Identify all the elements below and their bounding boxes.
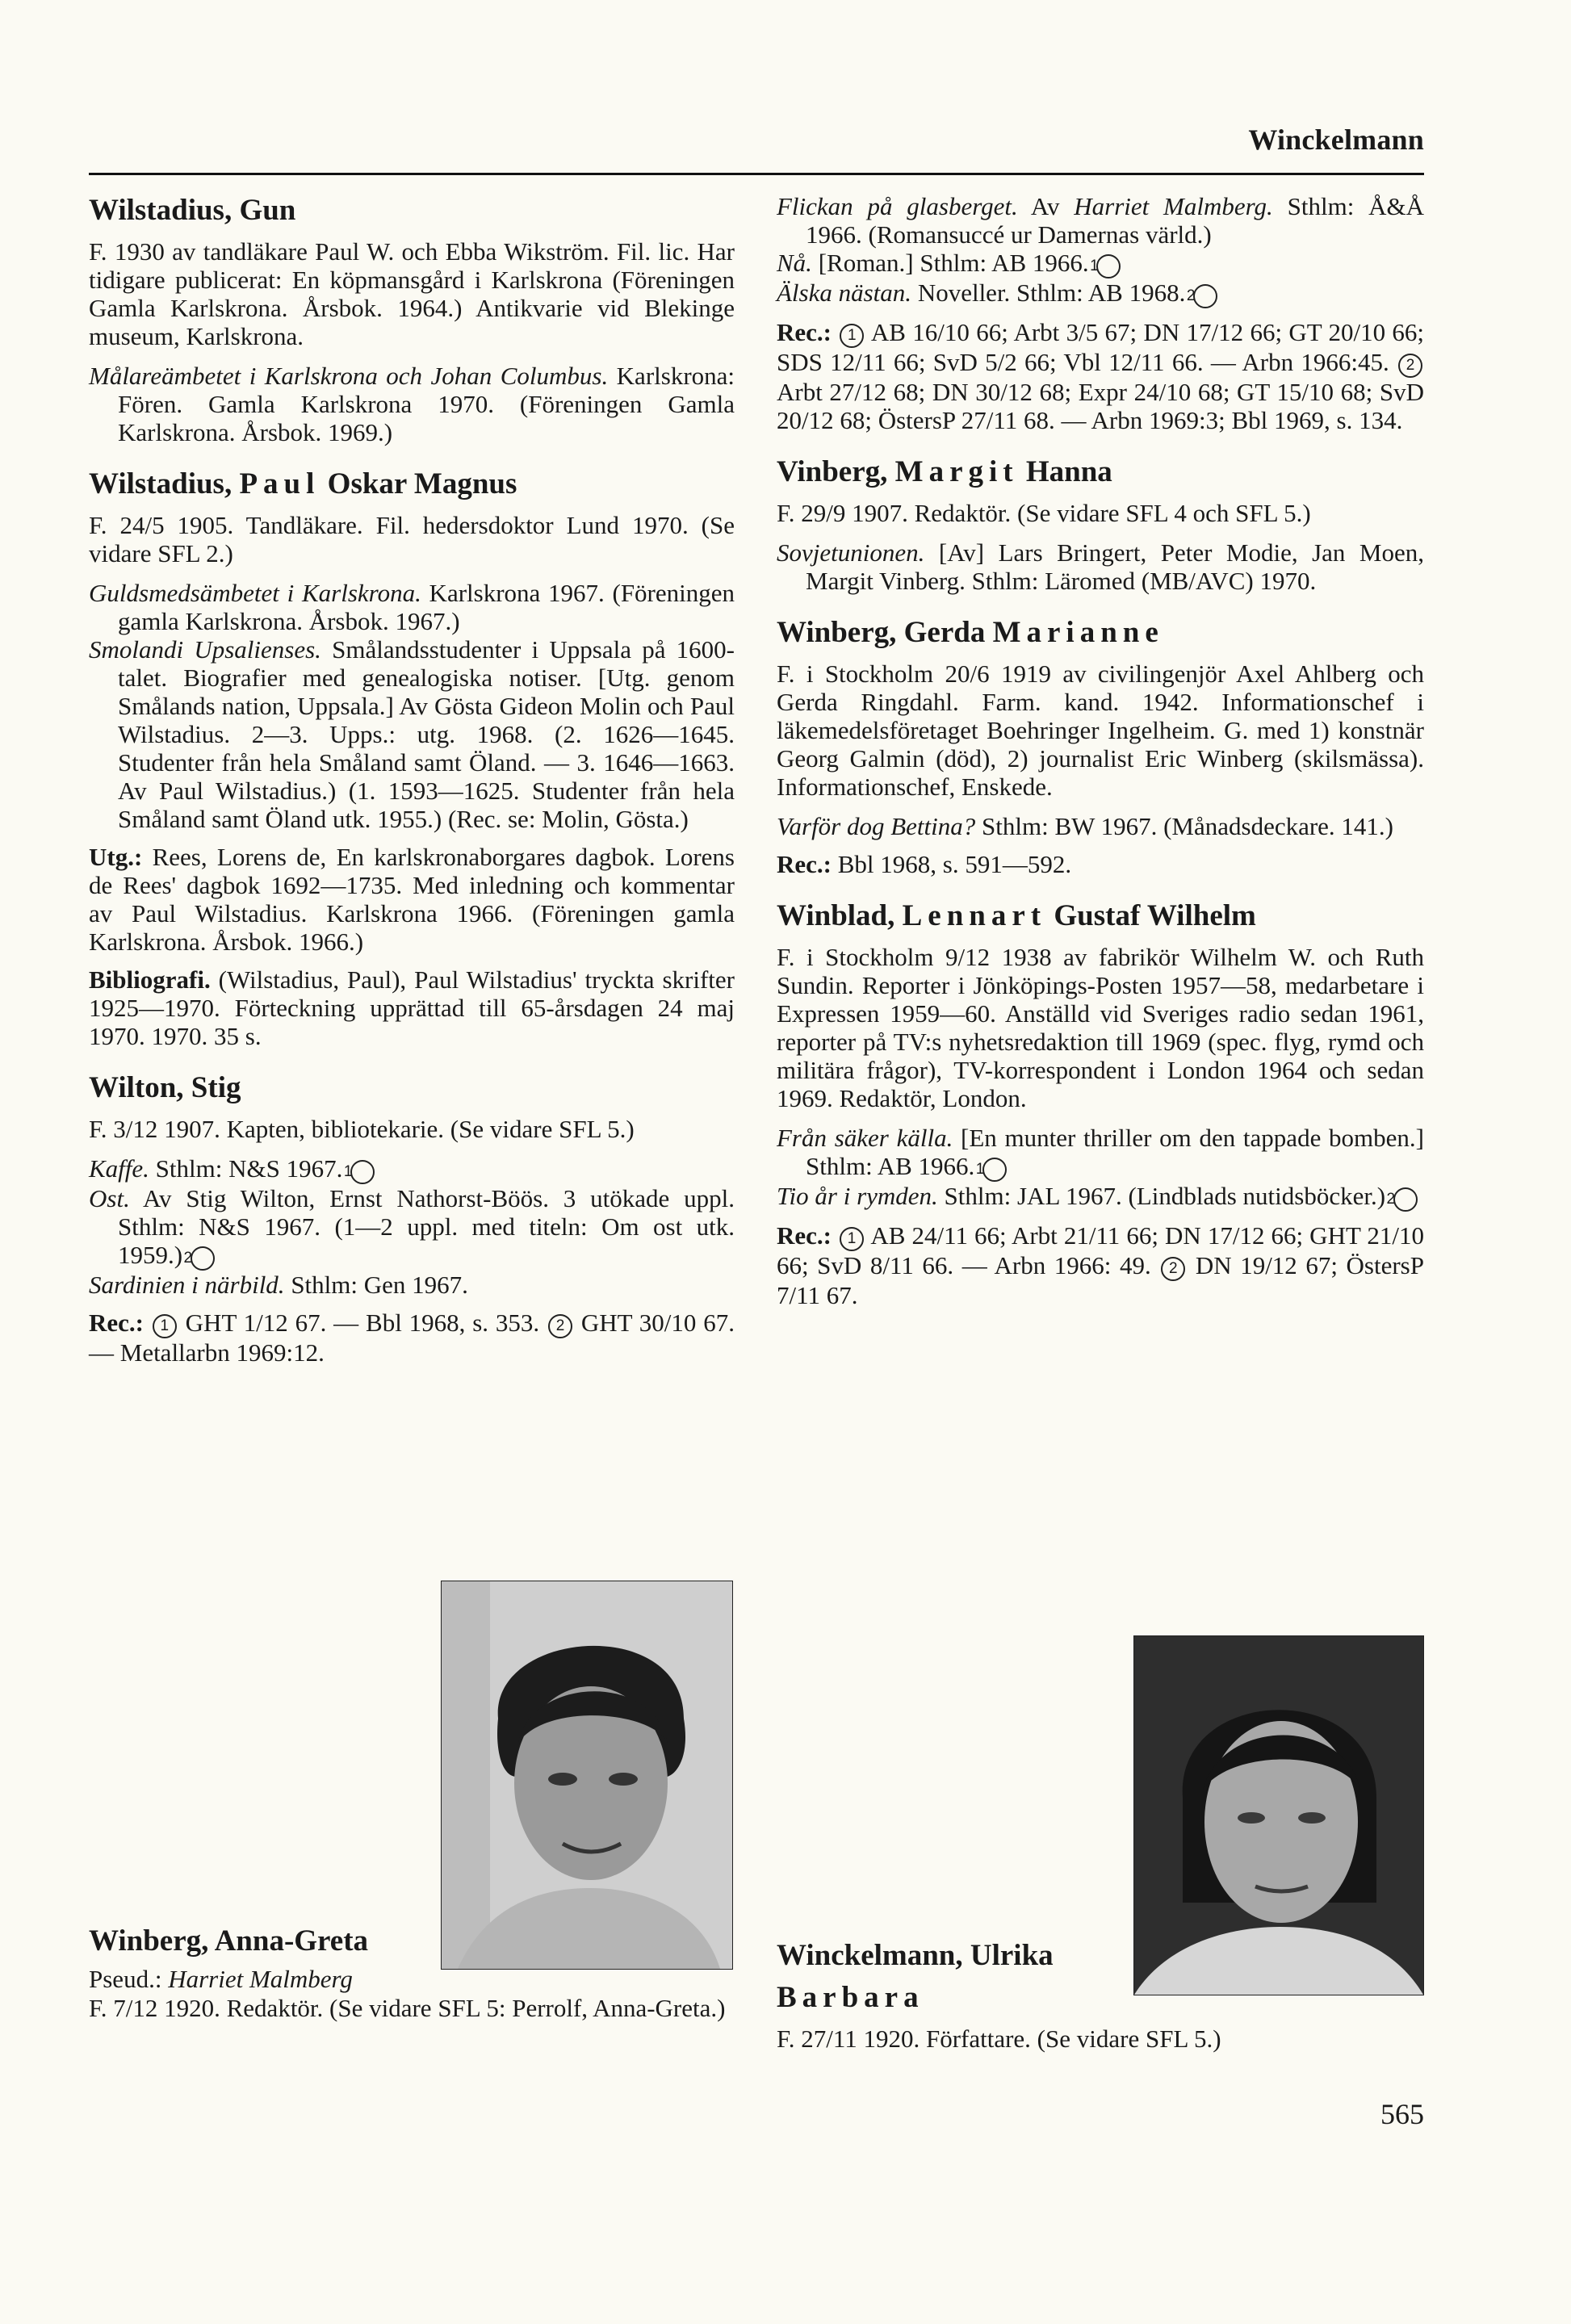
entry-wilstadius-paul (89, 466, 735, 1050)
entry-winberg-anna-greta (89, 1923, 735, 2023)
reviews-label: Rec.: (777, 318, 832, 346)
entry-bio: F. 3/12 1907. Kapten, bibliotekarie. (Se vidare SFL 5.) (89, 1115, 635, 1143)
reviews-text: AB 24/11 66; Arbt 21/11 66; DN 17/12 66; GHT 21/10 66; SvD 8/11 66. — Arbn 1966: 49. (777, 1221, 1424, 1279)
entry-name: Winckelmann, Ulrika (777, 1939, 1054, 1972)
header-rule (89, 173, 1424, 175)
entry-name: Wilstadius, Gun (89, 194, 296, 227)
work-item (89, 1271, 735, 1299)
circled-number-icon: 1 (350, 1160, 375, 1184)
entry-bio: F. 29/9 1907. Redaktör. (Se vidare SFL 4 och SFL 5.) (777, 499, 1311, 527)
circled-number-icon: 2 (1193, 284, 1217, 308)
work-item (777, 278, 1424, 308)
work-details: Av Stig Wilton, Ernst Nathorst-Böös. 3 utökade uppl. Sthlm: N&S 1967. (1—2 uppl. med titeln: Om ost utk. 1959.) (118, 1184, 735, 1269)
entry-bio-container (777, 2025, 1424, 2054)
utg-line (89, 843, 735, 956)
reviews-text: Bbl 1968, s. 591—592. (831, 850, 1072, 878)
work-title: Ost. (89, 1184, 130, 1212)
reviews-label: Rec.: (89, 1309, 144, 1337)
reviews-text: Arbt 27/12 68; DN 30/12 68; Expr 24/10 68; GT 15/10 68; SvD 20/12 68; ÖstersP 27/11 68. — Arbn 1969:3; Bbl 1969, s. 134. (777, 378, 1424, 434)
work-details: Karlskrona: Fören. Gamla Karlskrona 1970. (Föreningen Gamla Karlskrona. Årsbok. 1969.) (118, 362, 735, 446)
pseudonym-line (89, 1965, 735, 1994)
work-title: Målareämbetet i Karlskrona och Johan Columbus. (89, 362, 609, 390)
work-author: Harriet Malmberg. (1074, 192, 1273, 220)
work-details: [Av] Lars Bringert, Peter Modie, Jan Moen, Margit Vinberg. Sthlm: Läromed (MB/AVC) 1970. (806, 538, 1424, 595)
entry-winblad-lennart (777, 898, 1424, 1309)
bibliography-text: (Wilstadius, Paul), Paul Wilstadius' tryckta skrifter 1925—1970. Förteckning upprättad till 65-årsdagen 24 maj 1970. 1970. 35 s. (89, 965, 735, 1050)
circled-number-icon: 1 (982, 1158, 1007, 1182)
entry-name: Winberg, Anna-Greta (89, 1924, 369, 1958)
work-title: Sovjetunionen. (777, 538, 925, 567)
work-title: Älska nästan. (777, 278, 912, 307)
work-details: Karlskrona 1967. (Föreningen gamla Karlskrona. Årsbok. 1967.) (118, 579, 735, 635)
reviews-text: DN 19/12 67; ÖstersP 7/11 67. (777, 1251, 1424, 1309)
pseudonym-label: Pseud.: (89, 1965, 162, 1993)
work-details: [Roman.] Sthlm: AB 1966. (811, 249, 1089, 277)
work-item (89, 579, 735, 635)
circled-number-icon: 1 (840, 324, 864, 348)
entry-wilton-stig (89, 1070, 735, 1367)
entry-bio: F. 7/12 1920. Redaktör. (Se vidare SFL 5: Perrolf, Anna-Greta.) (89, 1994, 726, 2022)
bibliography-line (89, 965, 735, 1050)
circled-number-icon: 2 (548, 1314, 572, 1338)
portrait-photo-anna-greta (441, 1581, 733, 1970)
work-item (777, 1182, 1424, 1212)
portrait-photo-ulrika (1133, 1635, 1424, 1995)
work-item (89, 1154, 735, 1184)
portrait-illustration (442, 1581, 732, 1969)
circled-number-icon: 2 (1393, 1187, 1418, 1212)
work-item (89, 1184, 735, 1271)
work-details: Smålandsstudenter i Uppsala på 1600-talet. Biografier med genealogiska notiser. [Utg. genom Smålands nation, Uppsala.] Av Gösta Gideon Molin och Paul Wilstadius. 2—3. Upps.: utg. 1968. (2. 1626—1645. Studenter från hela Småland samt Öland. — 3. 1646—1663. Av Paul Wilstadius.) (1. 1593—1625. Studenter från hela Småland samt Öland utk. 1955.) (Rec. se: Molin, Gösta.) (118, 635, 735, 833)
name-spaced: Lennart (902, 899, 1047, 932)
name-part: Vinberg, (777, 455, 895, 488)
entry-bio: F. 1930 av tandläkare Paul W. och Ebba Wikström. Fil. lic. Har tidigare publicerat: En köpmansgård i Karlskrona (Föreningen Gamla Karlskrona. Årsbok. 1964.) Antikvarie vid Blekinge museum, Karlskrona. (89, 237, 735, 350)
reviews-label: Rec.: (777, 1221, 832, 1250)
work-title: Från säker källa. (777, 1124, 953, 1152)
circled-number-icon: 1 (840, 1227, 864, 1251)
name-spaced: Marianne (992, 616, 1164, 649)
name-spaced: Paul (239, 467, 320, 500)
entry-winberg-gerda (777, 614, 1424, 878)
left-column (89, 192, 735, 1386)
entry-name: Wilton, Stig (89, 1071, 241, 1104)
work-details: Sthlm: N&S 1967. (149, 1154, 343, 1183)
right-column (777, 192, 1424, 1329)
entry-vinberg-margit (777, 454, 1424, 595)
work-item (777, 249, 1424, 278)
page-number: 565 (1380, 2098, 1424, 2130)
reviews-text: GHT 1/12 67. — Bbl 1968, s. 353. (178, 1309, 547, 1337)
work-title: Sardinien i närbild. (89, 1271, 285, 1299)
reviews-text: GHT 30/10 67. — Metallarbn 1969:12. (89, 1309, 735, 1367)
entry-bio: F. 24/5 1905. Tandläkare. Fil. hedersdoktor Lund 1970. (Se vidare SFL 2.) (89, 511, 735, 567)
name-spaced: Margit (894, 455, 1019, 488)
work-item (777, 812, 1424, 840)
circled-number-icon: 1 (153, 1314, 177, 1338)
circled-number-icon: 2 (191, 1246, 215, 1271)
entry-name (777, 454, 1424, 491)
work-details: Av (1017, 192, 1075, 220)
work-item (89, 362, 735, 446)
circled-number-icon: 2 (1398, 354, 1422, 378)
running-head: Winckelmann (1248, 124, 1424, 156)
work-title: Tio år i rymden. (777, 1182, 938, 1210)
entry-bio: F. i Stockholm 9/12 1938 av fabrikör Wilhelm W. och Ruth Sundin. Reporter i Jönköpings-Posten 1957—58, medarbetare i Expressen 1959—60. Anställd vid Sveriges radio sedan 1961, reporter på TV:s nyhetsredaktion till 1969 (spec. flyg, rymd och militära frågor), TV-korrespondent i London 1964 och sedan 1969. Redaktör, London. (777, 943, 1424, 1112)
work-details: Noveller. Sthlm: AB 1968. (911, 278, 1186, 307)
work-title: Varför dog Bettina? (777, 812, 976, 840)
work-details: Sthlm: JAL 1967. (Lindblads nutidsböcker.) (937, 1182, 1386, 1210)
bibliography-label: Bibliografi. (89, 965, 211, 994)
circled-number-icon: 1 (1096, 254, 1121, 278)
utg-label: Utg.: (89, 843, 143, 871)
entry-name (777, 1979, 1132, 2016)
work-item (777, 1124, 1424, 1182)
entry-bio: F. 27/11 1920. Författare. (Se vidare SFL 5.) (777, 2025, 1221, 2053)
circled-number-icon: 2 (1161, 1257, 1185, 1281)
reviews-text: AB 16/10 66; Arbt 3/5 67; DN 17/12 66; GT 20/10 66; SDS 12/11 66; SvD 5/2 66; Vbl 12/11 66. — Arbn 1966:45. (777, 318, 1425, 376)
reviews-line (777, 850, 1424, 878)
work-item (777, 538, 1424, 595)
work-details: [En munter thriller om den tappade bomben.] Sthlm: AB 1966. (806, 1124, 1424, 1180)
entry-bio: F. i Stockholm 20/6 1919 av civilingenjör Axel Ahlberg och Gerda Ringdahl. Farm. kand. 1942. Informationschef i läkemedelsföretaget Boehringer Ingelheim. G. med 1) konstnär Georg Galmin (död), 2) journalist Eric Winberg (skilsmässa). Informationschef, Enskede. (777, 660, 1424, 801)
reviews-line (777, 318, 1424, 434)
work-item (89, 635, 735, 833)
name-spaced: Barbara (777, 1981, 924, 2014)
entry-anna-greta-works (777, 192, 1424, 434)
entry-winckelmann-ulrika (777, 1937, 1132, 2021)
name-part: Gustaf Wilhelm (1046, 899, 1256, 932)
portrait-illustration (1134, 1636, 1423, 1995)
name-part: Wilstadius, (89, 467, 240, 500)
name-part: Hanna (1018, 455, 1112, 488)
name-part: Winberg, Gerda (777, 616, 993, 649)
work-title: Guldsmedsämbetet i Karlskrona. (89, 579, 421, 607)
work-title: Nå. (777, 249, 812, 277)
utg-text: Rees, Lorens de, En karlskronaborgares dagbok. Lorens de Rees' dagbok 1692—1735. Med inledning och kommentar av Paul Wilstadius. Karlskrona 1966. (Föreningen gamla Karlskrona. Årsbok. 1966.) (89, 843, 735, 956)
entry-wilstadius-gun (89, 192, 735, 446)
reviews-line (89, 1309, 735, 1367)
work-details: Sthlm: Å&Å 1966. (Romansuccé ur Damernas värld.) (806, 192, 1424, 249)
work-title: Smolandi Upsalienses. (89, 635, 321, 664)
work-details: Sthlm: BW 1967. (Månadsdeckare. 141.) (975, 812, 1394, 840)
reviews-line (777, 1221, 1424, 1309)
name-part: Oskar Magnus (320, 467, 517, 500)
work-details: Sthlm: Gen 1967. (284, 1271, 468, 1299)
work-item (777, 192, 1424, 249)
reviews-label: Rec.: (777, 850, 832, 878)
work-title: Kaffe. (89, 1154, 149, 1183)
entry-name (777, 614, 1424, 651)
entry-name (89, 466, 735, 503)
pseudonym-value: Harriet Malmberg (168, 1965, 353, 1993)
name-part: Winblad, (777, 899, 903, 932)
entry-name (777, 898, 1424, 935)
work-title: Flickan på glasberget. (777, 192, 1018, 220)
